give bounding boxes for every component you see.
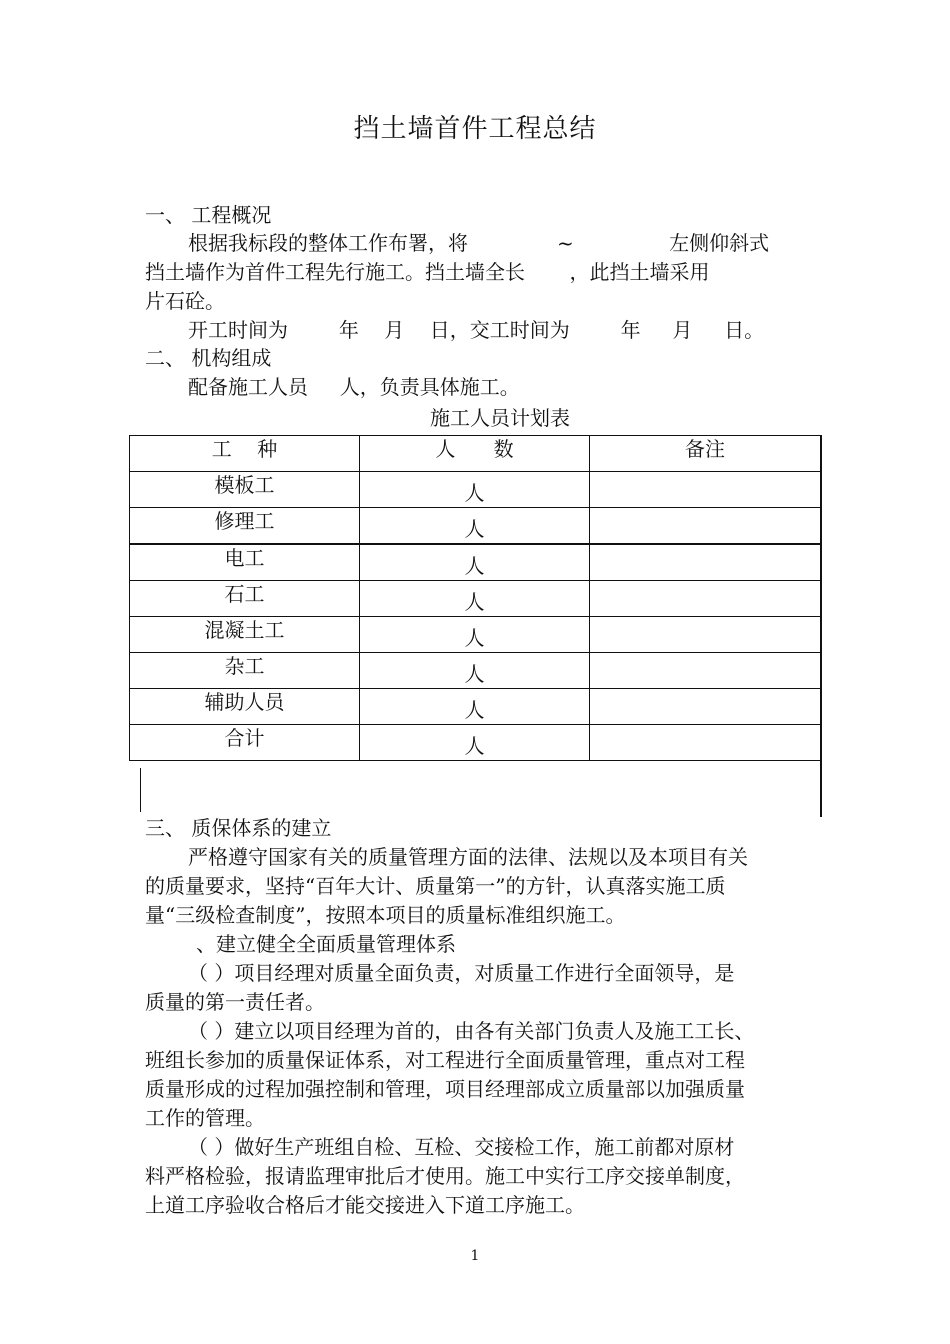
section-2-heading: 二、 机构组成 [145, 346, 272, 370]
note-cell [590, 617, 821, 653]
count-unit: 人 [464, 481, 485, 505]
count-cell [360, 508, 590, 545]
note-cell [590, 544, 821, 581]
table-row [130, 725, 821, 761]
section-3-item-line-1: （ ）项目经理对质量全面负责，对质量工作进行全面领导，是 [188, 961, 735, 985]
table-row [130, 689, 821, 725]
trade-cell: 辅助人员 [130, 689, 360, 725]
count-cell [360, 725, 590, 761]
count-unit: 人 [464, 626, 485, 650]
count-cell [360, 472, 590, 508]
table-row [130, 544, 821, 581]
section-1-line-1: 根据我标段的整体工作布署，将 ~ 左侧仰斜式 [188, 231, 770, 255]
section-3-paragraph-line-2: 的质量要求，坚持“百年大计、质量第一”的方针，认真落实施工质 [145, 874, 726, 898]
section-3-item-line-4: 班组长参加的质量保证体系，对工程进行全面质量管理，重点对工程 [145, 1048, 745, 1072]
section-3-subheading: 、建立健全全面质量管理体系 [196, 932, 456, 956]
note-cell [590, 653, 821, 689]
table-left-stub-line [140, 768, 141, 812]
trade-cell: 混凝土工 [130, 617, 360, 653]
section-3-item-line-2: 质量的第一责任者。 [145, 990, 325, 1014]
section-3-item-line-8: 料严格检验，报请监理审批后才使用。施工中实行工序交接单制度， [145, 1164, 745, 1188]
section-1-dates: 开工时间为 年 月 日，交工时间为 年 月 日。 [188, 318, 765, 342]
section-3-paragraph-line-3: 量“三级检查制度”，按照本项目的质量标准组织施工。 [145, 903, 626, 927]
section-3-item-line-7: （ ）做好生产班组自检、互检、交接检工作，施工前都对原材 [188, 1135, 735, 1159]
table-right-border [820, 435, 822, 817]
trade-cell: 石工 [130, 581, 360, 617]
count-cell [360, 581, 590, 617]
table-row [130, 653, 821, 689]
page-number: 1 [470, 1248, 480, 1264]
count-unit: 人 [464, 698, 485, 722]
section-1-heading: 一、 工程概况 [145, 203, 272, 227]
section-3-heading: 三、 质保体系的建立 [145, 816, 332, 840]
count-unit: 人 [464, 554, 485, 578]
note-cell [590, 725, 821, 761]
count-unit: 人 [464, 517, 485, 541]
section-1-line-3: 片石砼。 [145, 289, 225, 313]
trade-cell: 电工 [130, 544, 360, 581]
trade-cell: 修理工 [130, 508, 360, 545]
section-3-item-line-3: （ ）建立以项目经理为首的，由各有关部门负责人及施工工长、 [188, 1019, 755, 1043]
note-cell [590, 472, 821, 508]
table-caption: 施工人员计划表 [430, 406, 570, 430]
count-unit: 人 [464, 590, 485, 614]
count-cell [360, 617, 590, 653]
table-row [130, 581, 821, 617]
count-cell [360, 689, 590, 725]
trade-cell: 杂工 [130, 653, 360, 689]
count-cell [360, 653, 590, 689]
header-note: 备注 [590, 436, 821, 472]
header-trade: 工 种 [130, 436, 360, 472]
section-2-line: 配备施工人员 人，负责具体施工。 [188, 375, 520, 399]
table-header-row [130, 436, 821, 472]
section-1-line-2: 挡土墙作为首件工程先行施工。挡土墙全长 ，此挡土墙采用 [145, 260, 710, 284]
count-unit: 人 [464, 734, 485, 758]
note-cell [590, 689, 821, 725]
document-title: 挡土墙首件工程总结 [353, 114, 597, 144]
section-3-paragraph-line-1: 严格遵守国家有关的质量管理方面的法律、法规以及本项目有关 [188, 845, 748, 869]
count-cell [360, 544, 590, 581]
table-row [130, 472, 821, 508]
trade-cell: 模板工 [130, 472, 360, 508]
table-row [130, 508, 821, 545]
count-unit: 人 [464, 662, 485, 686]
section-3-item-line-9: 上道工序验收合格后才能交接进入下道工序施工。 [145, 1193, 585, 1217]
section-3-item-line-5: 质量形成的过程加强控制和管理，项目经理部成立质量部以加强质量 [145, 1077, 745, 1101]
note-cell [590, 508, 821, 545]
table-row [130, 617, 821, 653]
trade-cell: 合计 [130, 725, 360, 761]
section-3-item-line-6: 工作的管理。 [145, 1106, 265, 1130]
header-count: 人 数 [360, 436, 590, 472]
staff-plan-table [129, 435, 821, 761]
note-cell [590, 581, 821, 617]
